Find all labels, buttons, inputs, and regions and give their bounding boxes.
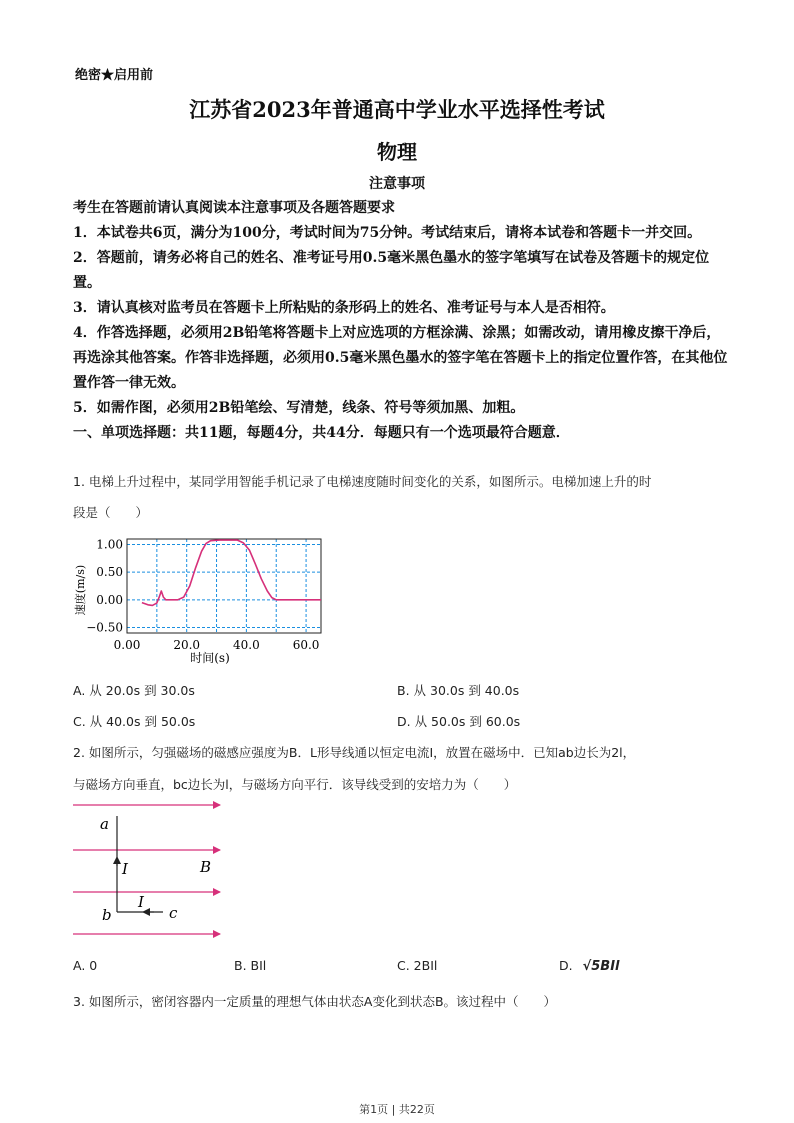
notice-heading: 注意事项 [369, 176, 425, 192]
q2-option-d-value: √5BIl [582, 959, 620, 974]
label-current-ab: I [122, 860, 128, 878]
q1-option-a[interactable]: A. 从 20.0s 到 30.0s [73, 683, 195, 698]
x-tick-labels [114, 638, 320, 652]
label-field-b: B [200, 858, 212, 876]
y-axis-label: 速度(m/s) [74, 564, 87, 616]
chart-grid [127, 539, 321, 633]
x-tick-label: 20.0 [173, 638, 201, 652]
q1-stem-line2: 段是（ ） [73, 505, 149, 520]
plot-frame [127, 539, 321, 633]
q2-option-b[interactable]: B. BIl [234, 958, 267, 973]
x-tick-label: 0.00 [113, 638, 141, 652]
page-footer: 第1页 | 共22页 [359, 1103, 435, 1116]
label-a: a [100, 815, 109, 833]
x-tick-label: 60.0 [292, 638, 320, 652]
magnetic-field-diagram [70, 800, 230, 945]
q2-option-d-prefix: D. [559, 958, 573, 973]
x-axis-label: 时间(s) [190, 651, 230, 665]
rules-block [73, 196, 733, 446]
y-tick-label: 1.00 [96, 537, 123, 552]
rule-4: 4．作答选择题，必须用2B铅笔将答题卡上对应选项的方框涂满、涂黑；如需改动，请用橡皮擦干净后，再选涂其他答案。作答非选择题，必须用0.5毫米黑色墨水的签字笔在答题卡上的指定位置作答，在其他位置作答一律无效。 [73, 325, 728, 391]
q1-option-c[interactable]: C. 从 40.0s 到 50.0s [73, 714, 196, 729]
label-current-bc: I [138, 893, 144, 911]
q1-stem-line1: 1. 电梯上升过程中，某同学用智能手机记录了电梯速度随时间变化的关系，如图所示。电梯加速上升的时 [73, 474, 652, 489]
x-tick-label: 40.0 [233, 638, 260, 652]
velocity-time-chart [70, 530, 330, 670]
rule-1: 1．本试卷共6页，满分为100分，考试时间为75分钟。考试结束后，请将本试卷和答题卡一并交回。 [73, 225, 702, 241]
subject-title: 物理 [377, 140, 417, 164]
rule-3: 3．请认真核对监考员在答题卡上所粘贴的条形码上的姓名、准考证号与本人是否相符。 [73, 300, 615, 316]
q1-option-d[interactable]: D. 从 50.0s 到 60.0s [397, 714, 521, 729]
q1-option-b[interactable]: B. 从 30.0s 到 40.0s [397, 683, 520, 698]
y-tick-label: −0.50 [86, 620, 123, 635]
q2-stem-line1: 2. 如图所示，匀强磁场的磁感应强度为B．L形导线通以恒定电流I，放置在磁场中．已知ab边长为2l， [73, 745, 636, 760]
q2-option-a[interactable]: A. 0 [73, 958, 98, 973]
q2-stem-line2: 与磁场方向垂直，bc边长为l，与磁场方向平行．该导线受到的安培力为（ ） [73, 777, 517, 792]
secret-label: 绝密★启用前 [75, 68, 154, 83]
rule-intro: 考生在答题前请认真阅读本注意事项及各题答题要求 [73, 200, 395, 216]
exam-title: 江苏省2023年普通高中学业水平选择性考试 [189, 97, 605, 122]
section-heading: 一、单项选择题：共11题，每题4分，共44分．每题只有一个选项最符合题意． [73, 425, 570, 441]
series-line [142, 540, 321, 605]
y-tick-labels [86, 538, 123, 635]
y-tick-label: 0.00 [96, 592, 123, 607]
label-b: b [102, 906, 112, 924]
q3-stem-line1: 3. 如图所示，密闭容器内一定质量的理想气体由状态A变化到状态B。该过程中（ ） [73, 994, 557, 1009]
q2-option-d[interactable] [559, 958, 620, 974]
y-tick-label: 0.50 [96, 565, 123, 580]
rule-2: 2．答题前，请务必将自己的姓名、准考证号用0.5毫米黑色墨水的签字笔填写在试卷及答题卡的规定位置。 [73, 250, 710, 291]
rule-5: 5．如需作图，必须用2B铅笔绘、写清楚，线条、符号等须加黑、加粗。 [73, 400, 525, 416]
q2-option-c[interactable]: C. 2BIl [397, 958, 438, 973]
label-c: c [169, 904, 178, 922]
